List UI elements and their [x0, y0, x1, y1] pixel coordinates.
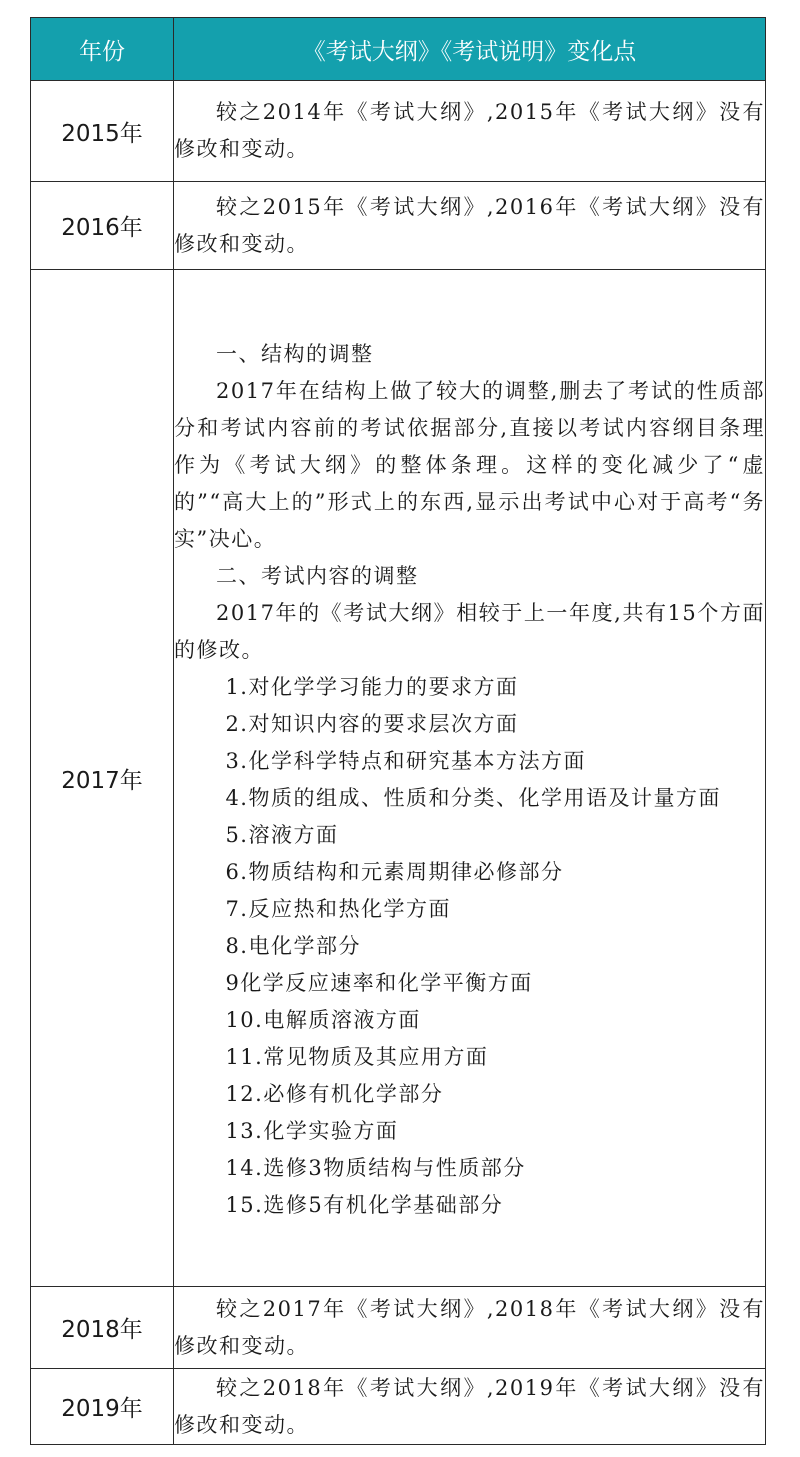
change-text: 较之2014年《考试大纲》,2015年《考试大纲》没有修改和变动。 — [174, 100, 765, 161]
year-cell: 2015年 — [31, 81, 174, 182]
list-item: 8.电化学部分 — [225, 934, 361, 958]
table-row-2015 — [31, 81, 766, 182]
section-title: 二、考试内容的调整 — [216, 564, 419, 588]
list-item: 6.物质结构和元素周期律必修部分 — [225, 860, 564, 884]
table-row-2018 — [31, 1287, 766, 1369]
syllabus-changes-table-wrapper — [30, 17, 765, 1445]
list-item: 12.必修有机化学部分 — [225, 1082, 444, 1106]
list-item: 9化学反应速率和化学平衡方面 — [225, 971, 533, 995]
change-cell — [174, 270, 766, 1287]
table-row-2017 — [31, 270, 766, 1287]
year-cell: 2016年 — [31, 182, 174, 270]
list-item: 7.反应热和热化学方面 — [225, 897, 451, 921]
list-item: 4.物质的组成、性质和分类、化学用语及计量方面 — [225, 786, 721, 810]
change-cell — [174, 1287, 766, 1369]
section-text: 2017年的《考试大纲》相较于上一年度,共有15个方面的修改。 — [174, 601, 765, 662]
year-cell: 2018年 — [31, 1287, 174, 1369]
header-change: 《考试大纲》《考试说明》变化点 — [174, 18, 766, 81]
change-cell — [174, 1369, 766, 1445]
change-text: 较之2018年《考试大纲》,2019年《考试大纲》没有修改和变动。 — [174, 1375, 765, 1437]
list-item: 15.选修5有机化学基础部分 — [225, 1193, 504, 1217]
header-year: 年份 — [31, 18, 174, 81]
year-cell: 2019年 — [31, 1369, 174, 1445]
table-header-row — [31, 18, 766, 81]
table-row-2016 — [31, 182, 766, 270]
list-item: 13.化学实验方面 — [225, 1119, 399, 1143]
change-text: 较之2017年《考试大纲》,2018年《考试大纲》没有修改和变动。 — [174, 1296, 765, 1358]
list-item: 1.对化学学习能力的要求方面 — [225, 675, 519, 699]
list-item: 5.溶液方面 — [225, 823, 339, 847]
list-item: 10.电解质溶液方面 — [225, 1008, 421, 1032]
section-title: 一、结构的调整 — [216, 342, 374, 366]
list-item: 14.选修3物质结构与性质部分 — [225, 1156, 526, 1180]
change-text: 较之2015年《考试大纲》,2016年《考试大纲》没有修改和变动。 — [174, 194, 765, 256]
list-item: 2.对知识内容的要求层次方面 — [225, 712, 519, 736]
list-item: 11.常见物质及其应用方面 — [225, 1045, 489, 1069]
section-text: 2017年在结构上做了较大的调整,删去了考试的性质部分和考试内容前的考试依据部分,直接以考试内容纲目条理作为《考试大纲》的整体条理。这样的变化减少了“虚的”“高大上的”形式上的东西,显示出考试中心对于高考“务实”决心。 — [174, 379, 765, 551]
change-cell — [174, 81, 766, 182]
syllabus-changes-table — [30, 17, 766, 1445]
change-cell — [174, 182, 766, 270]
year-cell: 2017年 — [31, 270, 174, 1287]
list-item: 3.化学科学特点和研究基本方法方面 — [225, 749, 586, 773]
table-row-2019 — [31, 1369, 766, 1445]
